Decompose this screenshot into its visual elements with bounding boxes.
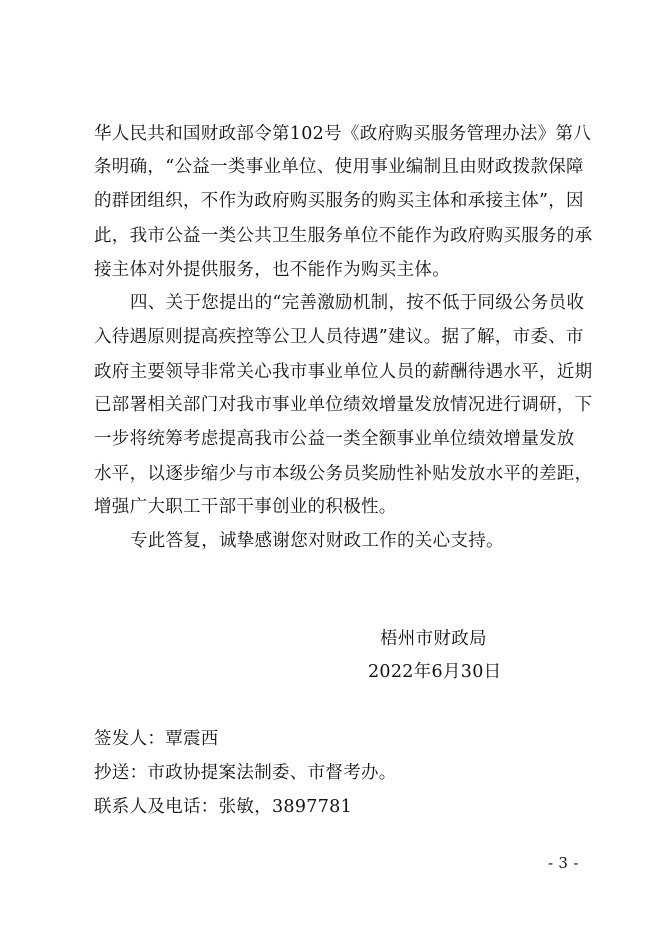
signing-organization: 梧州市财政局 [380, 629, 487, 649]
signing-date: 2022年6月30日 [368, 662, 502, 682]
text-line: 入待遇原则提高疾控等公卫人员待遇”建议。据了解，市委、市 [94, 327, 584, 347]
text-line: 接主体对外提供服务，也不能作为购买主体。 [94, 260, 450, 280]
contact-line: 联系人及电话：张敏，3897781 [94, 797, 353, 817]
text-line: 四、关于您提出的“完善激励机制，按不低于同级公务员收 [130, 293, 585, 313]
page-number: - 3 - [548, 854, 579, 872]
closing-statement: 专此答复，诚挚感谢您对财政工作的关心支持。 [130, 531, 504, 551]
cc-line: 抄送：市政协提案法制委、市督考办。 [94, 763, 397, 783]
text-line: 已部署相关部门对我市事业单位绩效增量发放情况进行调研，下 [94, 395, 593, 415]
text-line: 条明确，“公益一类事业单位、使用事业编制且由财政拨款保障 [94, 157, 584, 177]
text-line: 华人民共和国财政部令第102号《政府购买服务管理办法》第八 [94, 124, 592, 144]
text-line: 政府主要领导非常关心我市事业单位人员的薪酬待遇水平，近期 [94, 362, 593, 382]
text-line: 水平，以逐步缩少与市本级公务员奖励性补贴发放水平的差距， [94, 464, 593, 484]
text-line: 的群团组织，不作为政府购买服务的购买主体和承接主体”，因 [94, 191, 584, 211]
text-line: 此，我市公益一类公共卫生服务单位不能作为政府购买服务的承 [94, 226, 593, 246]
issuer-line: 签发人：覃震西 [94, 729, 219, 749]
text-line: 一步将统筹考虑提高我市公益一类全额事业单位绩效增量发放 [94, 429, 575, 449]
text-line: 增强广大职工干部干事创业的积极性。 [94, 497, 397, 517]
